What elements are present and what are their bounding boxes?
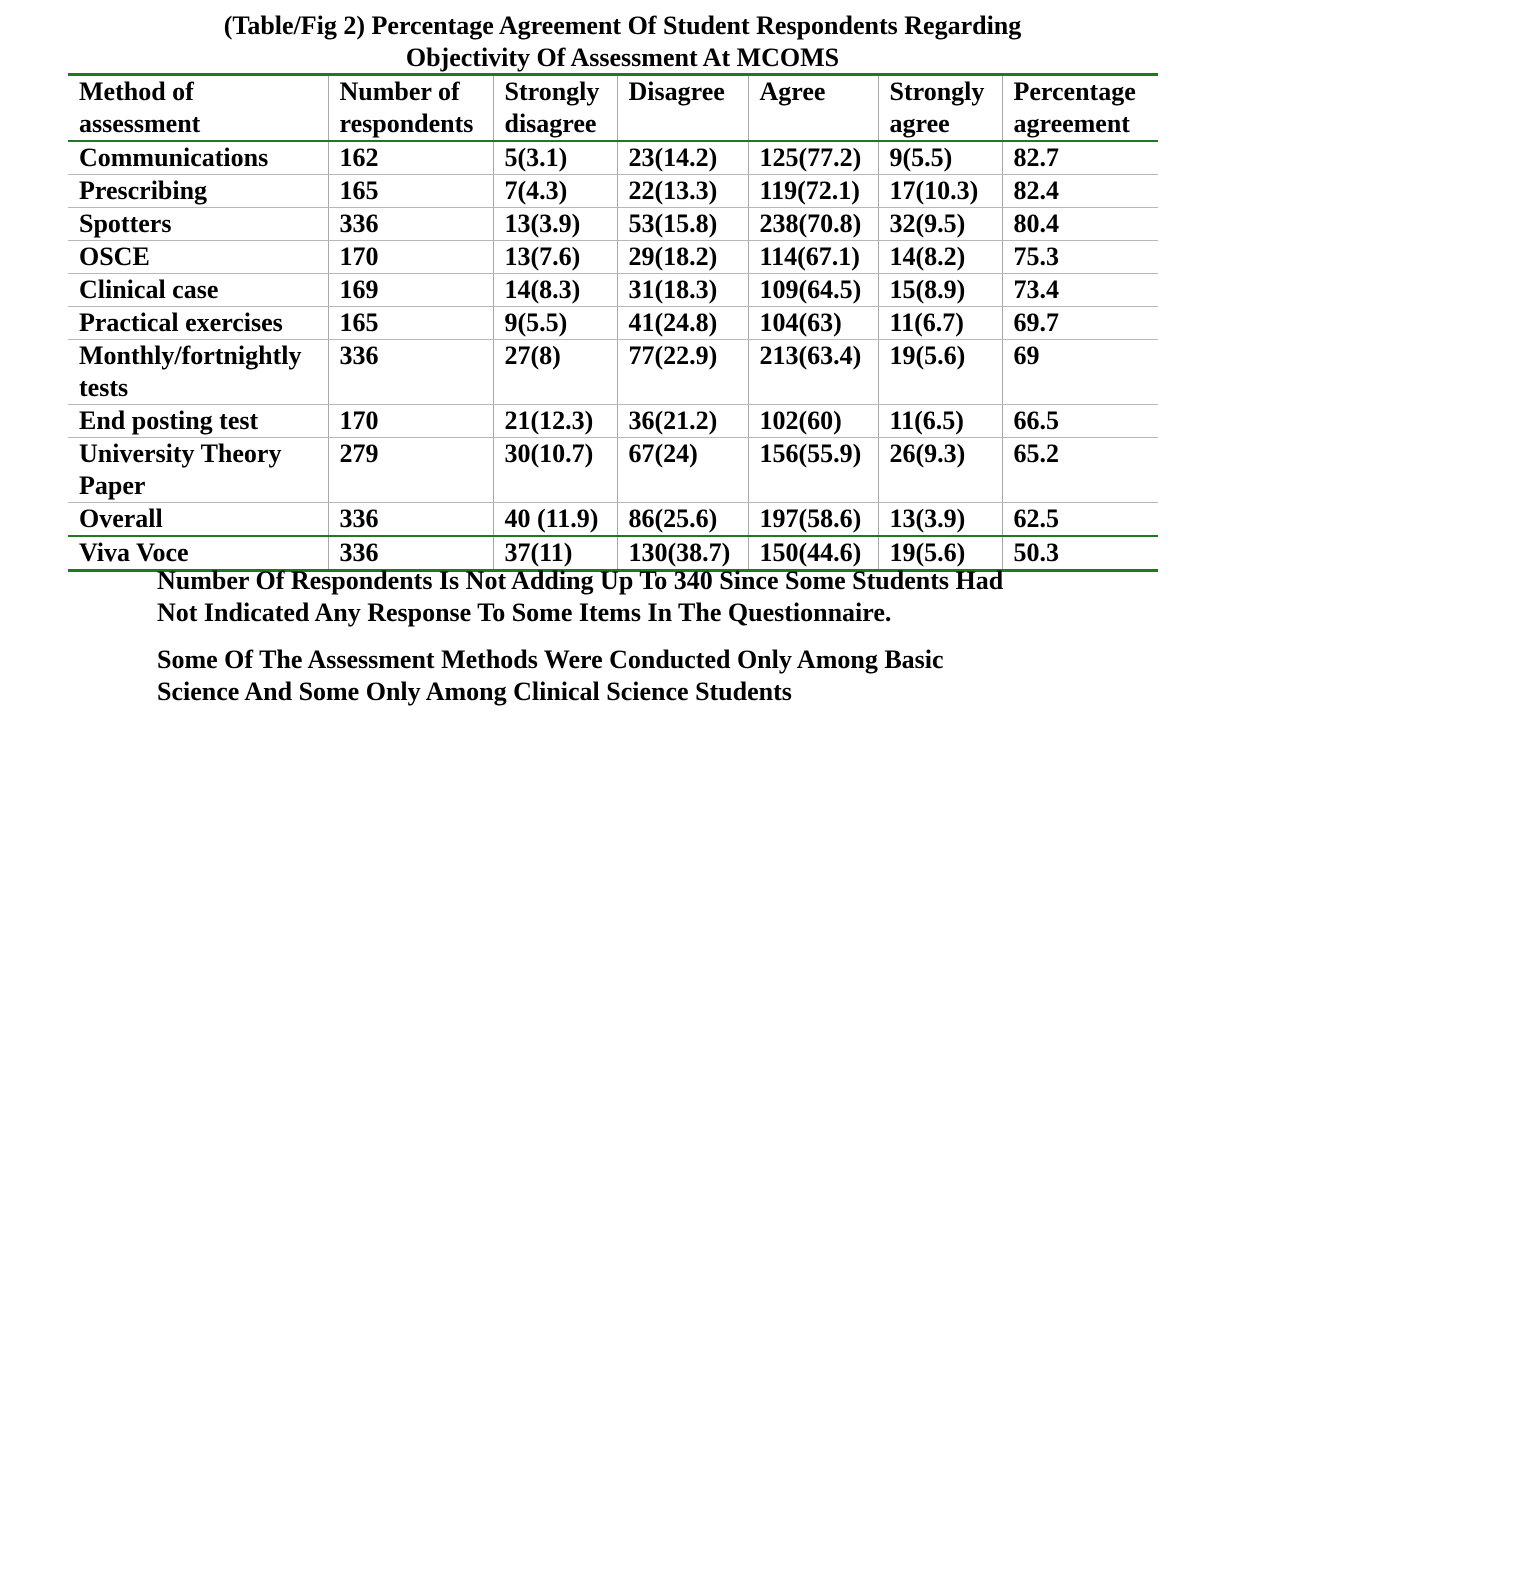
cell-percentage-agreement: 66.5 [1002, 405, 1158, 438]
cell-disagree: 130(38.7) [617, 536, 748, 571]
cell-strongly-agree: 11(6.5) [878, 405, 1002, 438]
cell-respondents: 336 [328, 503, 493, 537]
cell-method: Practical exercises [68, 307, 328, 340]
cell-respondents: 279 [328, 438, 493, 503]
cell-percentage-agreement: 62.5 [1002, 503, 1158, 537]
cell-method: Overall [68, 503, 328, 537]
footnote-line: Some Of The Assessment Methods Were Conducted Only Among Basic [157, 645, 944, 674]
cell-disagree: 41(24.8) [617, 307, 748, 340]
table-row [68, 274, 1158, 307]
cell-percentage-agreement: 80.4 [1002, 208, 1158, 241]
cell-respondents: 169 [328, 274, 493, 307]
cell-agree: 150(44.6) [748, 536, 878, 571]
cell-respondents: 170 [328, 405, 493, 438]
cell-method: Spotters [68, 208, 328, 241]
cell-agree: 238(70.8) [748, 208, 878, 241]
table-row [68, 141, 1158, 175]
cell-method: University Theory Paper [68, 438, 328, 503]
cell-method: OSCE [68, 241, 328, 274]
cell-disagree: 77(22.9) [617, 340, 748, 405]
cell-respondents: 336 [328, 340, 493, 405]
footnote-line: Science And Some Only Among Clinical Science Students [157, 677, 792, 706]
table-row [68, 503, 1158, 537]
cell-agree: 119(72.1) [748, 175, 878, 208]
cell-disagree: 23(14.2) [617, 141, 748, 175]
cell-percentage-agreement: 82.7 [1002, 141, 1158, 175]
cell-percentage-agreement: 82.4 [1002, 175, 1158, 208]
cell-respondents: 336 [328, 208, 493, 241]
cell-percentage-agreement: 69 [1002, 340, 1158, 405]
cell-method: Monthly/fortnightly tests [68, 340, 328, 405]
cell-agree: 213(63.4) [748, 340, 878, 405]
cell-strongly-agree: 19(5.6) [878, 340, 1002, 405]
cell-method: Clinical case [68, 274, 328, 307]
cell-disagree: 22(13.3) [617, 175, 748, 208]
cell-strongly-disagree: 13(7.6) [493, 241, 617, 274]
cell-percentage-agreement: 65.2 [1002, 438, 1158, 503]
cell-strongly-agree: 19(5.6) [878, 536, 1002, 571]
cell-respondents: 162 [328, 141, 493, 175]
footnote-assessment-methods [157, 644, 944, 708]
cell-strongly-disagree: 5(3.1) [493, 141, 617, 175]
cell-agree: 197(58.6) [748, 503, 878, 537]
cell-disagree: 36(21.2) [617, 405, 748, 438]
cell-agree: 125(77.2) [748, 141, 878, 175]
cell-method: Viva Voce [68, 536, 328, 571]
col-header-strongly-agree: Strongly agree [878, 75, 1002, 142]
footnote-line: Not Indicated Any Response To Some Items In The Questionnaire. [157, 598, 892, 627]
cell-strongly-disagree: 27(8) [493, 340, 617, 405]
cell-respondents: 336 [328, 536, 493, 571]
cell-respondents: 165 [328, 307, 493, 340]
cell-strongly-disagree: 14(8.3) [493, 274, 617, 307]
cell-agree: 156(55.9) [748, 438, 878, 503]
table-title-line-1: (Table/Fig 2) Percentage Agreement Of Student Respondents Regarding [223, 11, 1022, 40]
col-header-disagree: Disagree [617, 75, 748, 142]
cell-disagree: 29(18.2) [617, 241, 748, 274]
footnote-respondents [157, 565, 1003, 629]
header-row [68, 75, 1158, 142]
table-row [68, 438, 1158, 503]
cell-strongly-disagree: 9(5.5) [493, 307, 617, 340]
cell-strongly-disagree: 7(4.3) [493, 175, 617, 208]
col-header-agree: Agree [748, 75, 878, 142]
cell-strongly-agree: 26(9.3) [878, 438, 1002, 503]
cell-strongly-disagree: 30(10.7) [493, 438, 617, 503]
table-row [68, 340, 1158, 405]
cell-method: Prescribing [68, 175, 328, 208]
cell-disagree: 86(25.6) [617, 503, 748, 537]
cell-percentage-agreement: 73.4 [1002, 274, 1158, 307]
cell-percentage-agreement: 69.7 [1002, 307, 1158, 340]
table-row [68, 405, 1158, 438]
col-header-strongly-disagree: Strongly disagree [493, 75, 617, 142]
cell-percentage-agreement: 50.3 [1002, 536, 1158, 571]
col-header-method: Method of assessment [68, 75, 328, 142]
table-row [68, 241, 1158, 274]
cell-disagree: 67(24) [617, 438, 748, 503]
cell-strongly-agree: 14(8.2) [878, 241, 1002, 274]
col-header-percentage-agreement: Percentage agreement [1002, 75, 1158, 142]
cell-agree: 102(60) [748, 405, 878, 438]
footnote-line: Number Of Respondents Is Not Adding Up To 340 Since Some Students Had [157, 566, 1004, 595]
cell-method: Communications [68, 141, 328, 175]
col-header-respondents: Number of respondents [328, 75, 493, 142]
cell-strongly-agree: 11(6.7) [878, 307, 1002, 340]
cell-strongly-agree: 17(10.3) [878, 175, 1002, 208]
cell-agree: 104(63) [748, 307, 878, 340]
cell-respondents: 165 [328, 175, 493, 208]
cell-strongly-disagree: 21(12.3) [493, 405, 617, 438]
cell-strongly-agree: 13(3.9) [878, 503, 1002, 537]
cell-strongly-agree: 32(9.5) [878, 208, 1002, 241]
cell-percentage-agreement: 75.3 [1002, 241, 1158, 274]
cell-strongly-disagree: 13(3.9) [493, 208, 617, 241]
cell-disagree: 53(15.8) [617, 208, 748, 241]
cell-strongly-disagree: 40 (11.9) [493, 503, 617, 537]
cell-agree: 109(64.5) [748, 274, 878, 307]
cell-agree: 114(67.1) [748, 241, 878, 274]
cell-strongly-agree: 15(8.9) [878, 274, 1002, 307]
table-row [68, 307, 1158, 340]
table-row [68, 208, 1158, 241]
table-title-line-2: Objectivity Of Assessment At MCOMS [405, 43, 840, 72]
table-title [70, 10, 1175, 74]
table-row [68, 175, 1158, 208]
cell-method: End posting test [68, 405, 328, 438]
cell-respondents: 170 [328, 241, 493, 274]
assessment-agreement-table [68, 73, 1158, 572]
cell-strongly-agree: 9(5.5) [878, 141, 1002, 175]
cell-disagree: 31(18.3) [617, 274, 748, 307]
cell-strongly-disagree: 37(11) [493, 536, 617, 571]
